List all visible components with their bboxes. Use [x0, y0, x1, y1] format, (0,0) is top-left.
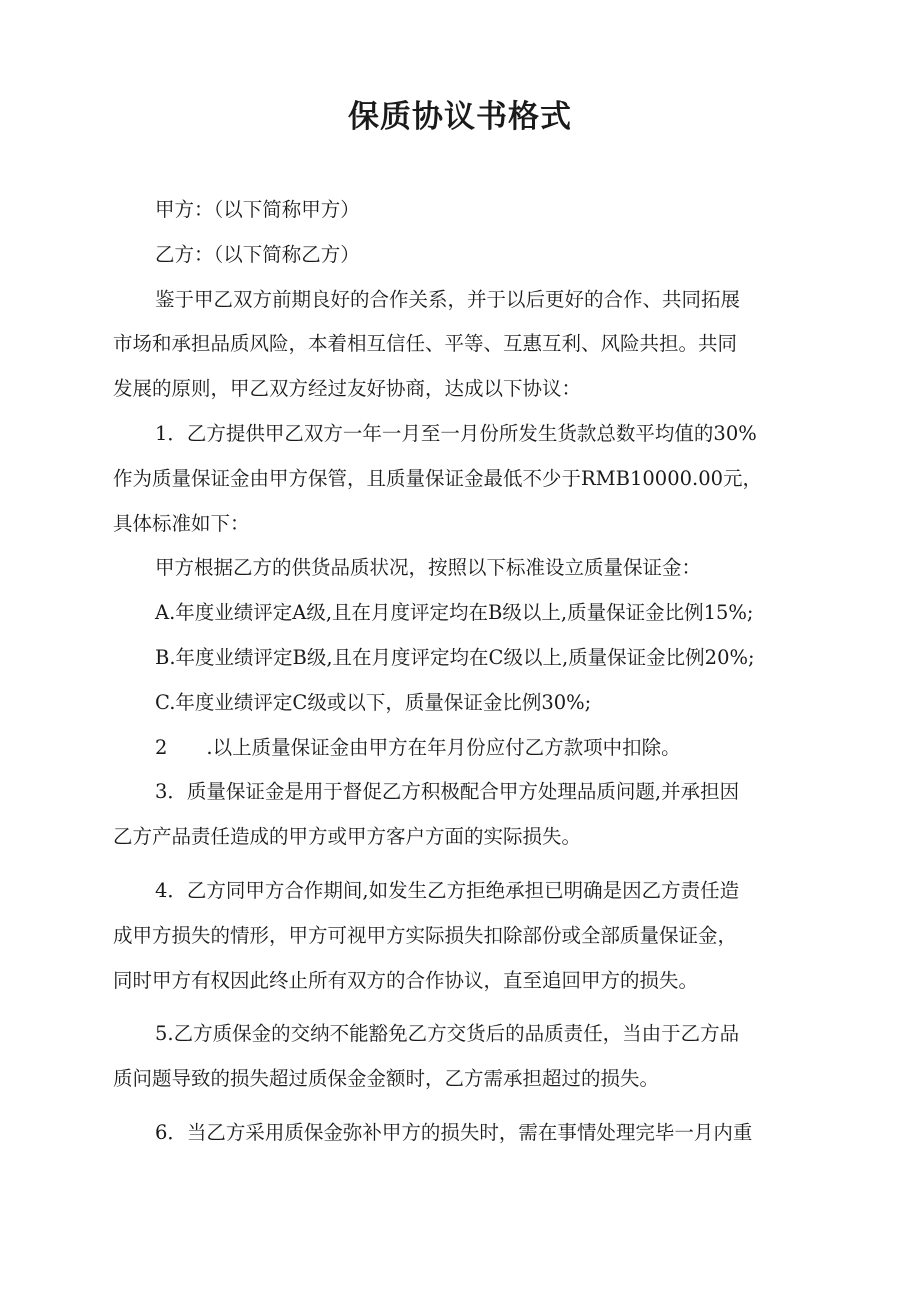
- clause-5-line-1: 5.乙方质保金的交纳不能豁免乙方交货后的品质责任，当由于乙方品: [155, 1022, 740, 1046]
- clause-4-line-2: 成甲方损失的情形，甲方可视甲方实际损失扣除部份或全部质量保证金，: [113, 923, 738, 947]
- clause-1-line-3: 具体标准如下：: [113, 511, 250, 535]
- document-title: 保质协议书格式: [348, 99, 572, 135]
- preamble-line-1: 鉴于甲乙双方前期良好的合作关系，并于以后更好的合作、共同拓展: [155, 287, 741, 311]
- clause-5-line-2: 质问题导致的损失超过质保金金额时，乙方需承担超过的损失。: [113, 1067, 660, 1091]
- clause-1-line-1: 1．乙方提供甲乙双方一年一月至一月份所发生货款总数平均值的30%: [155, 421, 757, 445]
- standard-b-line: B.年度业绩评定B级,且在月度评定均在C级以上,质量保证金比例20%;: [155, 645, 755, 669]
- standard-a-line: A.年度业绩评定A级,且在月度评定均在B级以上,质量保证金比例15%;: [155, 601, 754, 625]
- party-b-line: 乙方：（以下简称乙方）: [155, 242, 360, 266]
- document-body: [113, 188, 813, 1156]
- clause-6-line-1: 6．当乙方采用质保金弥补甲方的损失时，需在事情处理完毕一月内重: [155, 1120, 753, 1144]
- clause-1-line-2: 作为质量保证金由甲方保管，且质量保证金最低不少于RMB10000.00元，: [113, 466, 763, 490]
- party-a-line: 甲方：（以下简称甲方）: [155, 198, 360, 221]
- standard-intro-line: 甲方根据乙方的供货品质状况，按照以下标准设立质量保证金：: [155, 556, 702, 580]
- clause-2-line: 2 .以上质量保证金由甲方在年月份应付乙方款项中扣除。: [155, 735, 681, 759]
- clause-4-line-3: 同时甲方有权因此终止所有双方的合作协议，直至追回甲方的损失。: [113, 968, 699, 992]
- preamble-line-2: 市场和承担品质风险，本着相互信任、平等、互惠互利、风险共担。共同: [113, 332, 738, 356]
- preamble-line-3: 发展的原则，甲乙双方经过友好协商，达成以下协议：: [113, 377, 582, 401]
- standard-c-line: C.年度业绩评定C级或以下，质量保证金比例30%;: [155, 690, 592, 714]
- clause-4-line-1: 4．乙方同甲方合作期间,如发生乙方拒绝承担已明确是因乙方责任造: [155, 878, 740, 902]
- clause-3-line-2: 乙方产品责任造成的甲方或甲方客户方面的实际损失。: [113, 825, 582, 849]
- clause-3-line-1: 3．质量保证金是用于督促乙方积极配合甲方处理品质问题,并承担因: [155, 780, 740, 804]
